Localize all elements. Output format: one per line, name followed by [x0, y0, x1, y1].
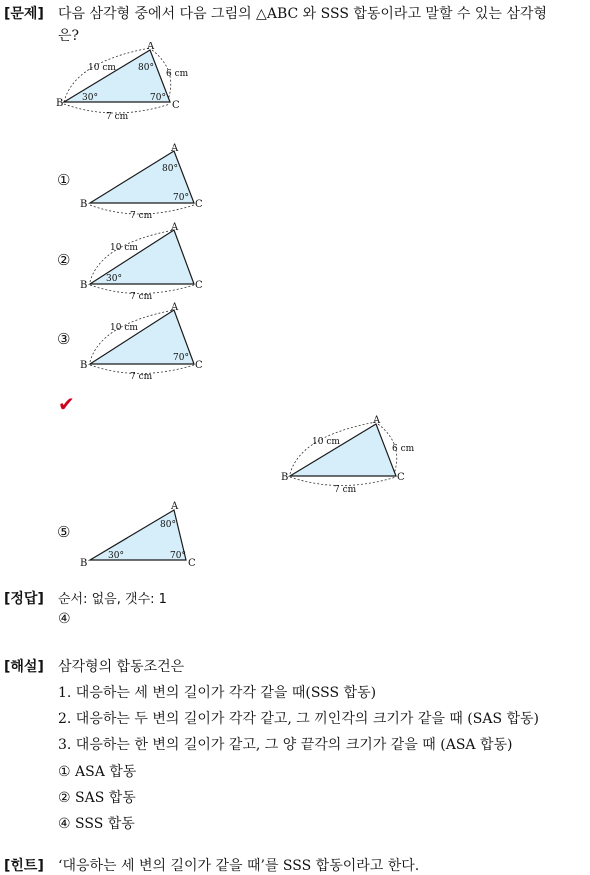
side-bc-label: 7 cm	[106, 112, 129, 122]
option-1-number[interactable]: ①	[57, 171, 71, 189]
option-1-angle-c: 70°	[173, 193, 189, 203]
option-5-angle-b: 30°	[108, 551, 124, 561]
option-1-triangle	[78, 143, 208, 221]
vertex-b-label: B	[56, 98, 64, 109]
option-1-vertex-a: A	[171, 143, 179, 154]
option-2-triangle	[78, 222, 208, 302]
reference-triangle-figure	[54, 42, 194, 122]
option-3-vertex-a: A	[171, 302, 179, 313]
option-4-side-ab: 10 cm	[312, 437, 340, 447]
option-2-vertex-a: A	[171, 222, 179, 233]
option-5-triangle	[78, 498, 208, 570]
explanation-tag: [해설]	[4, 659, 44, 675]
angle-b-label: 30°	[82, 93, 98, 103]
option-3-triangle	[78, 302, 208, 382]
vertex-a-label: A	[147, 42, 155, 52]
hint-tag: [힌트]	[4, 858, 44, 874]
option-2-vertex-c: C	[195, 280, 203, 291]
option-3-vertex-c: C	[195, 360, 203, 371]
option-3-number[interactable]: ③	[57, 330, 71, 348]
answer-line-2: ④	[58, 611, 71, 627]
option-4-side-bc: 7 cm	[334, 485, 357, 495]
vertex-c-label: C	[172, 100, 180, 111]
question-tag: [문제]	[4, 6, 44, 22]
option-5-vertex-b: B	[80, 558, 88, 569]
option-2-vertex-b: B	[80, 280, 88, 291]
explanation-line-0: 삼각형의 합동조건은	[58, 659, 185, 675]
option-4-side-ac: 6 cm	[392, 444, 415, 454]
option-2-side-ab: 10 cm	[110, 243, 138, 253]
answer-tag: [정답]	[4, 591, 44, 607]
option-5-vertex-a: A	[171, 501, 179, 512]
option-3-vertex-b: B	[80, 360, 88, 371]
hint-text: ‘대응하는 세 변의 길이가 같을 때’를 SSS 합동이라고 한다.	[58, 858, 420, 874]
option-3-side-bc: 7 cm	[130, 372, 153, 382]
question-line-2: 은?	[58, 28, 80, 44]
option-1-vertex-c: C	[195, 199, 203, 210]
angle-c-label: 70°	[150, 93, 166, 103]
option-3-side-ab: 10 cm	[110, 323, 138, 333]
question-line-1: 다음 삼각형 중에서 다음 그림의 △ABC 와 SSS 합동이라고 말할 수 있는 삼각형	[58, 6, 547, 22]
option-4-vertex-a: A	[373, 415, 381, 426]
option-2-side-bc: 7 cm	[130, 292, 153, 302]
side-ab-label: 10 cm	[88, 63, 116, 73]
explanation-line-3: 3. 대응하는 한 변의 길이가 같고, 그 양 끝각의 크기가 같을 때 (ASA 합동)	[58, 737, 513, 753]
explanation-line-2: 2. 대응하는 두 변의 길이가 각각 같고, 그 끼인각의 크기가 같을 때 (SAS 합동)	[58, 711, 540, 727]
option-5-vertex-c: C	[188, 558, 196, 569]
option-2-number[interactable]: ②	[57, 251, 71, 269]
option-3-angle-c: 70°	[173, 353, 189, 363]
option-2-angle-b: 30°	[106, 274, 122, 284]
explanation-line-4: ① ASA 합동	[58, 764, 137, 780]
angle-a-label: 80°	[138, 63, 154, 73]
option-4-triangle	[280, 414, 420, 496]
option-4-vertex-c: C	[397, 472, 405, 483]
explanation-line-6: ④ SSS 합동	[58, 816, 135, 832]
explanation-line-5: ② SAS 합동	[58, 790, 136, 806]
option-5-angle-a: 80°	[160, 520, 176, 530]
option-5-angle-c: 70°	[170, 551, 186, 561]
option-4-vertex-b: B	[281, 472, 289, 483]
checkmark-icon[interactable]: ✔	[58, 392, 75, 416]
option-1-side-bc: 7 cm	[130, 211, 153, 221]
explanation-line-1: 1. 대응하는 세 변의 길이가 각각 같을 때(SSS 합동)	[58, 685, 377, 701]
option-5-number[interactable]: ⑤	[57, 523, 71, 541]
answer-line-1: 순서: 없음, 갯수: 1	[58, 592, 167, 607]
side-ac-label: 6 cm	[166, 69, 189, 79]
option-1-angle-a: 80°	[162, 164, 178, 174]
option-1-vertex-b: B	[80, 199, 88, 210]
